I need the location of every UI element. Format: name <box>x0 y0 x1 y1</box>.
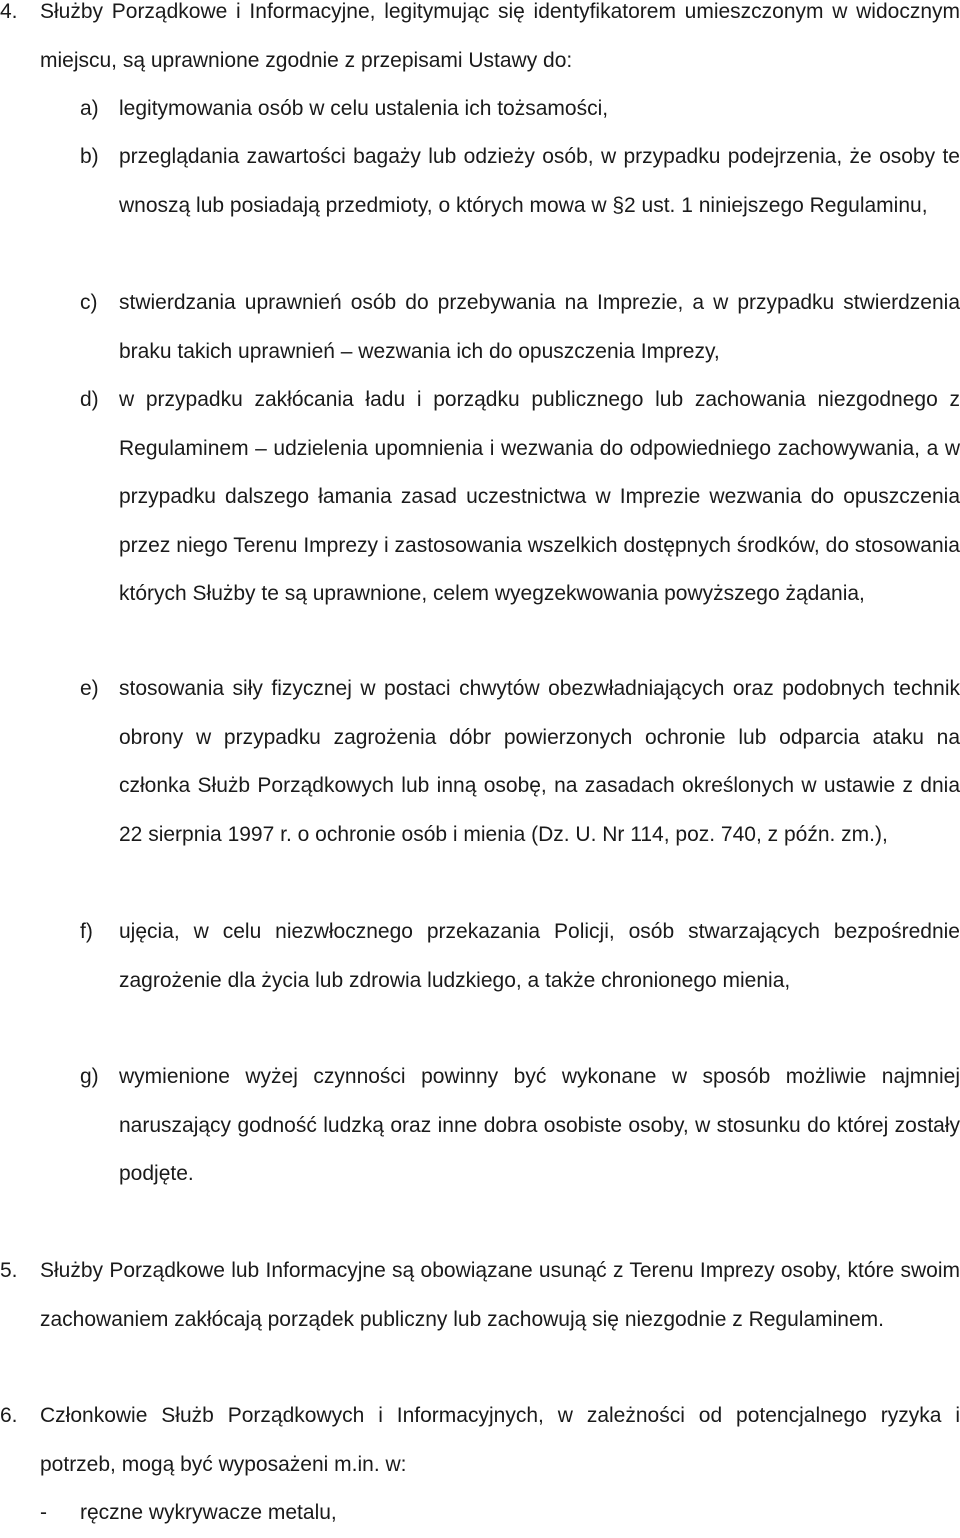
section-number: 4. <box>0 0 18 23</box>
dash-item-text: ręczne wykrywacze metalu, <box>80 1501 337 1524</box>
section-text: Członkowie Służb Porządkowych i Informacyjnych, w zależności od potencjalnego ryzyka i potrzeb, mogą być wyposażeni m.in. w: <box>40 1404 960 1476</box>
section-text: Służby Porządkowe i Informacyjne, legitymując się identyfikatorem umieszczonym w widocznym miejscu, są uprawnione zgodnie z przepisami Ustawy do: <box>40 0 960 72</box>
dash-marker: - <box>40 1501 47 1524</box>
section-number: 6. <box>0 1404 18 1427</box>
section-text: Służby Porządkowe lub Informacyjne są obowiązane usunąć z Terenu Imprezy osoby, które swoim zachowaniem zakłócają porządek publiczny lub zachowują się niezgodnie z Regulaminem. <box>40 1259 960 1331</box>
item-text: stwierdzania uprawnień osób do przebywania na Imprezie, a w przypadku stwierdzenia braku takich uprawnień – wezwania ich do opuszczenia Imprezy, <box>119 291 960 363</box>
item-text: ujęcia, w celu niezwłocznego przekazania Policji, osób stwarzających bezpośrednie zagrożenie dla życia lub zdrowia ludzkiego, a także chronionego mienia, <box>119 920 960 992</box>
item-text: wymienione wyżej czynności powinny być wykonane w sposób możliwie najmniej naruszający godność ludzką oraz inne dobra osobiste osoby, w stosunku do której zostały podjęte. <box>119 1065 960 1185</box>
item-label: d) <box>80 388 99 411</box>
item-label: b) <box>80 145 99 168</box>
item-label: a) <box>80 97 99 120</box>
item-text: w przypadku zakłócania ładu i porządku publicznego lub zachowania niezgodnego z Regulaminem – udzielenia upomnienia i wezwania do odpowiedniego zachowywania, a w przypadku dalszego łamania zasad uczestnictwa w Imprezie wezwania do opuszczenia przez niego Terenu Imprezy i zastosowania wszelkich dostępnych środków, do stosowania których Służby te są uprawnione, celem wyegzekwowania powyższego żądania, <box>119 388 960 605</box>
section-4 <box>0 0 960 88</box>
item-text: stosowania siły fizycznej w postaci chwytów obezwładniających oraz podobnych technik obrony w przypadku zagrożenia dóbr powierzonych ochronie lub odparcia ataku na członka Służb Porządkowych lub inną osobę, na zasadach określonych w ustawie z dnia 22 sierpnia 1997 r. o ochronie osób i mienia (Dz. U. Nr 114, poz. 740, z późn. zm.), <box>119 677 960 846</box>
item-label: e) <box>80 677 99 700</box>
section-number: 5. <box>0 1259 18 1282</box>
item-text: przeglądania zawartości bagaży lub odzieży osób, w przypadku podejrzenia, że osoby te wnoszą lub posiadają przedmioty, o których mowa w §2 ust. 1 niniejszego Regulaminu, <box>119 145 960 217</box>
item-text: legitymowania osób w celu ustalenia ich tożsamości, <box>119 97 609 120</box>
item-label: c) <box>80 291 98 314</box>
item-label: g) <box>80 1065 99 1088</box>
item-label: f) <box>80 920 93 943</box>
